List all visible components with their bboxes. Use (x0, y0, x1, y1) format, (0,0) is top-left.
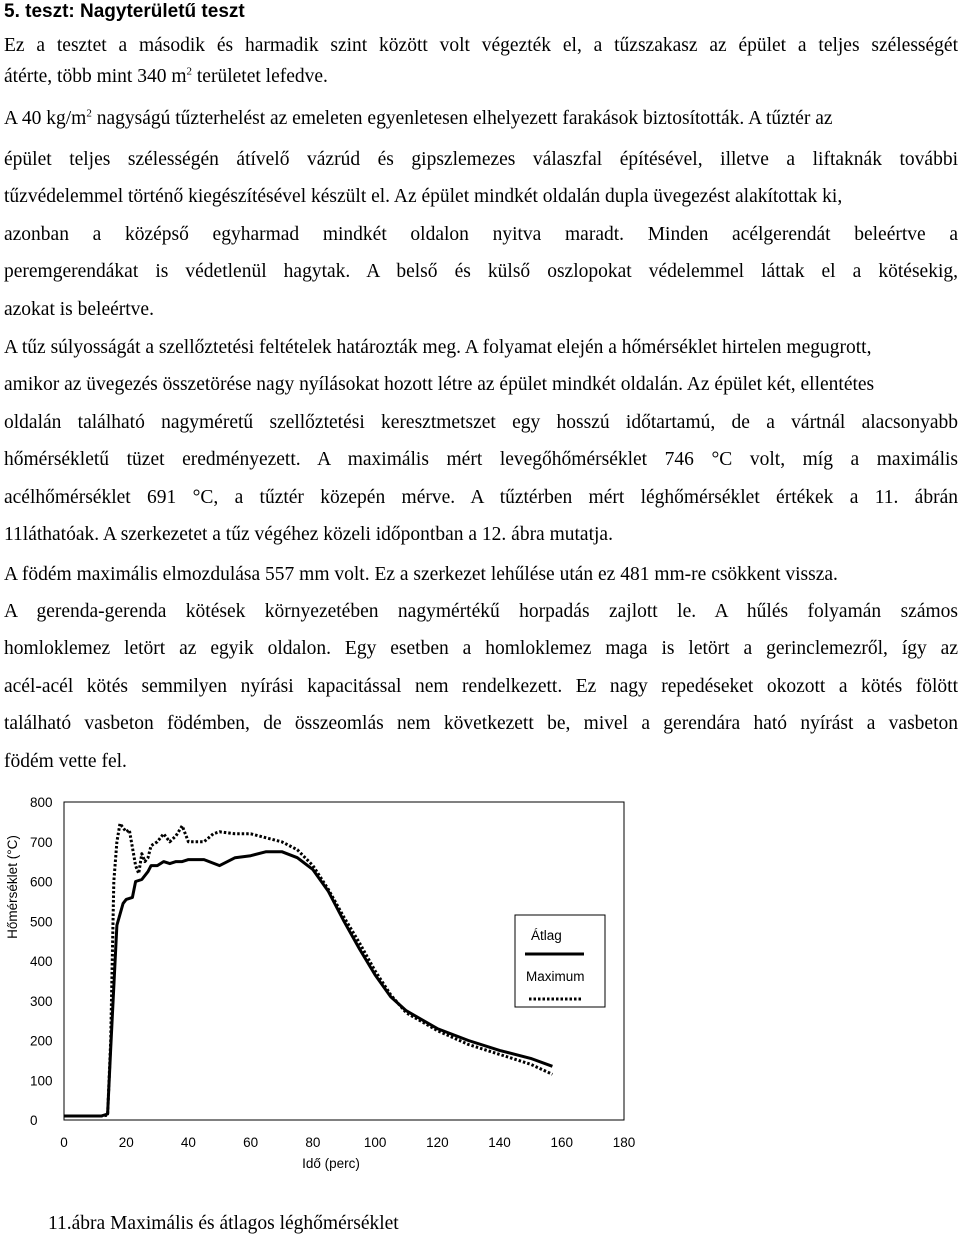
text-line: A 40 $kg/m^2$ nagyságú tűzterhelést az emeleten egyenletesen elhelyezett farakások biztosították. A tűztér az (4, 107, 833, 129)
text-line: födém vette fel. (4, 751, 127, 772)
text-line: hőmérsékletű tüzet eredményezett. A maximális mért levegőhőmérséklet 746 °C volt, míg a maximális (4, 449, 958, 470)
series-line-average (64, 852, 552, 1116)
x-tick-label: 160 (550, 1135, 574, 1150)
text-line: acél-acél kötés semmilyen nyírási kapacitással nem rendelkezett. Ez nagy repedéseket okozott a kötés fölött (4, 676, 958, 697)
x-tick-label: 20 (118, 1135, 134, 1150)
text-line: épület teljes szélességén átívelő vázrúd és gipszlemezes válaszfal építésével, illetve a liftaknák további (4, 149, 958, 170)
x-tick-label: 120 (426, 1135, 449, 1150)
text-line: A tűz súlyosságát a szellőztetési feltételek határozták meg. A folyamat elején a hőmérséklet hirtelen megugrott, (4, 337, 872, 358)
text-line: oldalán található nagyméretű szellőztetési keresztmetszet egy hosszú időtartamú, de a vártnál alacsonyabb (4, 412, 958, 433)
y-tick-label: 400 (30, 954, 53, 969)
x-tick-label: 40 (180, 1135, 196, 1150)
y-tick-label: 300 (30, 993, 53, 1009)
x-axis (60, 1135, 635, 1150)
y-tick-label: 500 (30, 914, 53, 930)
series-lines (64, 824, 552, 1117)
text-line: található vasbeton födémben, de összeomlás nem következett be, mivel a gerendára ható nyírást a vasbeton (4, 713, 958, 734)
x-tick-label: 80 (305, 1135, 321, 1150)
section-title: 5. teszt: Nagyterületű teszt (4, 1, 245, 22)
legend-label: Maximum (526, 969, 585, 984)
y-tick-label: 700 (30, 834, 53, 850)
figure-caption: 11.ábra Maximális és átlagos léghőmérséklet (48, 1213, 399, 1234)
text-line: azokat is beleértve. (4, 299, 154, 320)
y-axis-label: Hőmérséklet (°C) (5, 835, 20, 939)
text-line: tűzvédelemmel történő kiegészítésével készült el. Az épület mindkét oldalán dupla üvegezést alakítottak ki, (4, 186, 843, 207)
y-tick-label: 100 (30, 1073, 53, 1089)
text-line: amikor az üvegezés összetörése nagy nyílásokat hozott létre az épület mindkét oldalán. Az épület két, ellentétes (4, 374, 875, 395)
x-axis-label: Idő (perc) (302, 1156, 360, 1171)
y-tick-label: 600 (30, 874, 53, 890)
text-line: acélhőmérséklet 691 °C, a tűztér közepén mérve. A tűztérben mért léghőmérséklet értékek a 11. ábrán (4, 487, 958, 508)
temperature-chart (0, 780, 960, 1200)
text-line: homloklemez letört az egyik oldalon. Egy esetben a homloklemez maga is letört a gerinclemezről, így az (4, 638, 958, 659)
text-line: A gerenda-gerenda kötések környezetében nagymértékű horpadás zajlott le. A hűlés folyamán számos (4, 601, 958, 622)
x-tick-label: 0 (60, 1135, 68, 1150)
text-line: azonban a középső egyharmad mindkét oldalon nyitva maradt. Minden acélgerendát beleértve a (4, 224, 958, 245)
y-tick-label: 0 (30, 1113, 38, 1128)
x-tick-label: 60 (243, 1135, 259, 1150)
x-tick-label: 140 (488, 1135, 511, 1150)
x-tick-label: 180 (612, 1135, 636, 1150)
y-tick-label: 800 (30, 795, 53, 810)
x-tick-label: 100 (363, 1135, 387, 1150)
text-line: átérte, több mint 340 $m^2$ területet lefedve. (4, 65, 328, 87)
text-line: Ez a tesztet a második és harmadik szint között volt végezték el, a tűzszakasz az épület a teljes szélességét (4, 35, 958, 56)
y-tick-label: 200 (30, 1033, 53, 1049)
text-line: peremgerendákat is védetlenül hagytak. A belső és külső oszlopokat védelemmel láttak el a kötésekig, (4, 261, 958, 282)
legend-label: Átlag (531, 928, 562, 943)
deflection-paragraph: A födém maximális elmozdulása 557 mm volt. Ez a szerkezet lehűlése után ez 481 mm-re csökkent vissza. (4, 564, 838, 585)
text-line: 11láthatóak. A szerkezetet a tűz végéhez közeli időpontban a 12. ábra mutatja. (4, 524, 613, 545)
y-axis (30, 795, 53, 1128)
